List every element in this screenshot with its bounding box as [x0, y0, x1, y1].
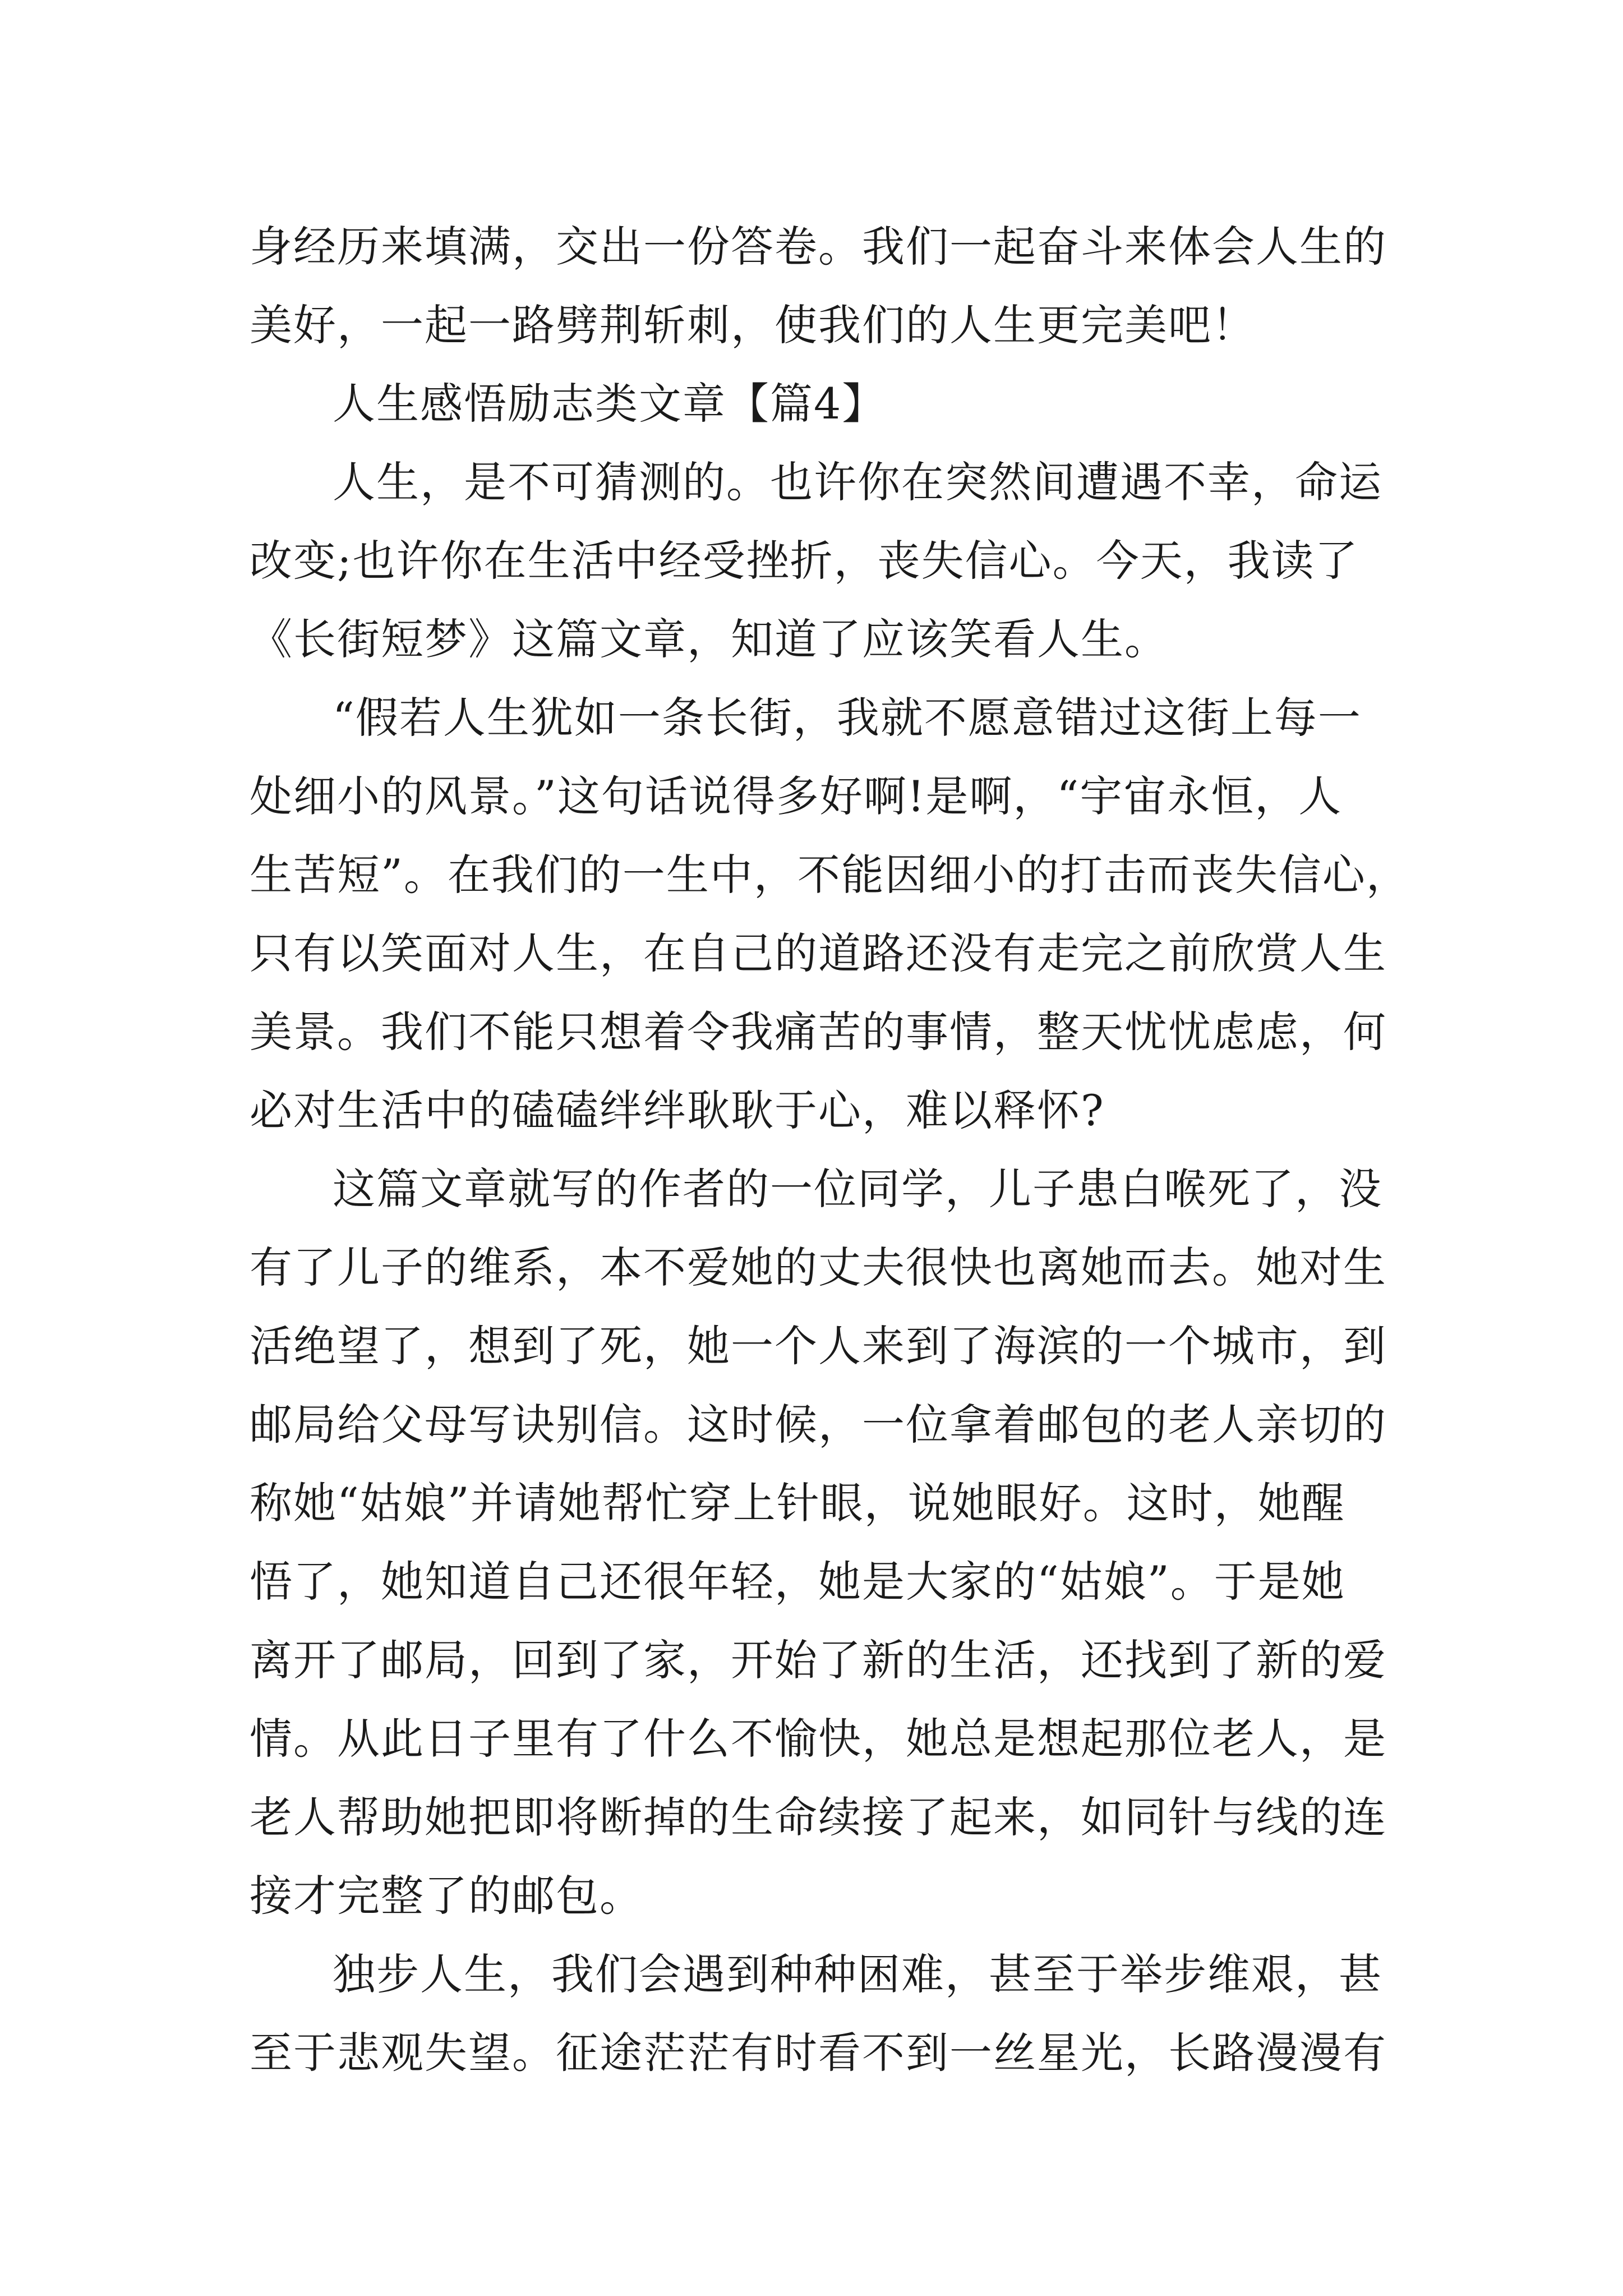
text-line: 离开了邮局，回到了家，开始了新的生活，还找到了新的爱 [250, 1635, 1387, 1685]
text-line: 情。从此日子里有了什么不愉快，她总是想起那位老人，是 [250, 1714, 1387, 1764]
text-line: 美好，一起一路劈荆斩刺，使我们的人生更完美吧！ [250, 300, 1256, 350]
section-heading: 人生感悟励志类文章【篇4】 [333, 379, 886, 429]
text-line: 《长街短梦》这篇文章，知道了应该笑看人生。 [250, 614, 1168, 664]
text-line: 生苦短”。在我们的一生中，不能因细小的打击而丧失信心， [250, 850, 1410, 900]
article-body [250, 208, 1410, 2092]
text-line: 必对生活中的磕磕绊绊耿耿于心，难以释怀? [250, 1085, 1105, 1135]
text-line: 悟了，她知道自己还很年轻，她是大家的“姑娘”。于是她 [250, 1557, 1345, 1607]
text-line: 独步人生，我们会遇到种种困难，甚至于举步维艰，甚 [333, 1949, 1382, 1999]
text-line: 处细小的风景。”这句话说得多好啊!是啊，“宇宙永恒，人 [250, 771, 1343, 821]
text-line: 人生，是不可猜测的。也许你在突然间遭遇不幸，命运 [333, 457, 1382, 507]
text-line: 有了儿子的维系，本不爱她的丈夫很快也离她而去。她对生 [250, 1243, 1387, 1292]
text-line: 称她“姑娘”并请她帮忙穿上针眼，说她眼好。这时，她醒 [250, 1478, 1345, 1528]
text-line: 邮局给父母写诀别信。这时候，一位拿着邮包的老人亲切的 [250, 1400, 1387, 1450]
text-line: 接才完整了的邮包。 [250, 1871, 643, 1921]
text-line: 只有以笑面对人生，在自己的道路还没有走完之前欣赏人生 [250, 928, 1387, 978]
text-line: 老人帮助她把即将断掉的生命续接了起来，如同针与线的连 [250, 1792, 1387, 1842]
text-line: 这篇文章就写的作者的一位同学，儿子患白喉死了，没 [333, 1164, 1382, 1214]
text-line: 活绝望了，想到了死，她一个人来到了海滨的一个城市，到 [250, 1321, 1387, 1371]
text-line: “假若人生犹如一条长街，我就不愿意错过这街上每一 [333, 693, 1362, 743]
text-line: 改变;也许你在生活中经受挫折，丧失信心。今天，我读了 [250, 536, 1359, 586]
text-line: 美景。我们不能只想着令我痛苦的事情，整天忧忧虑虑，何 [250, 1007, 1387, 1057]
text-line: 至于悲观失望。征途茫茫有时看不到一丝星光，长路漫漫有 [250, 2028, 1387, 2078]
text-line: 身经历来填满，交出一份答卷。我们一起奋斗来体会人生的 [250, 222, 1387, 272]
